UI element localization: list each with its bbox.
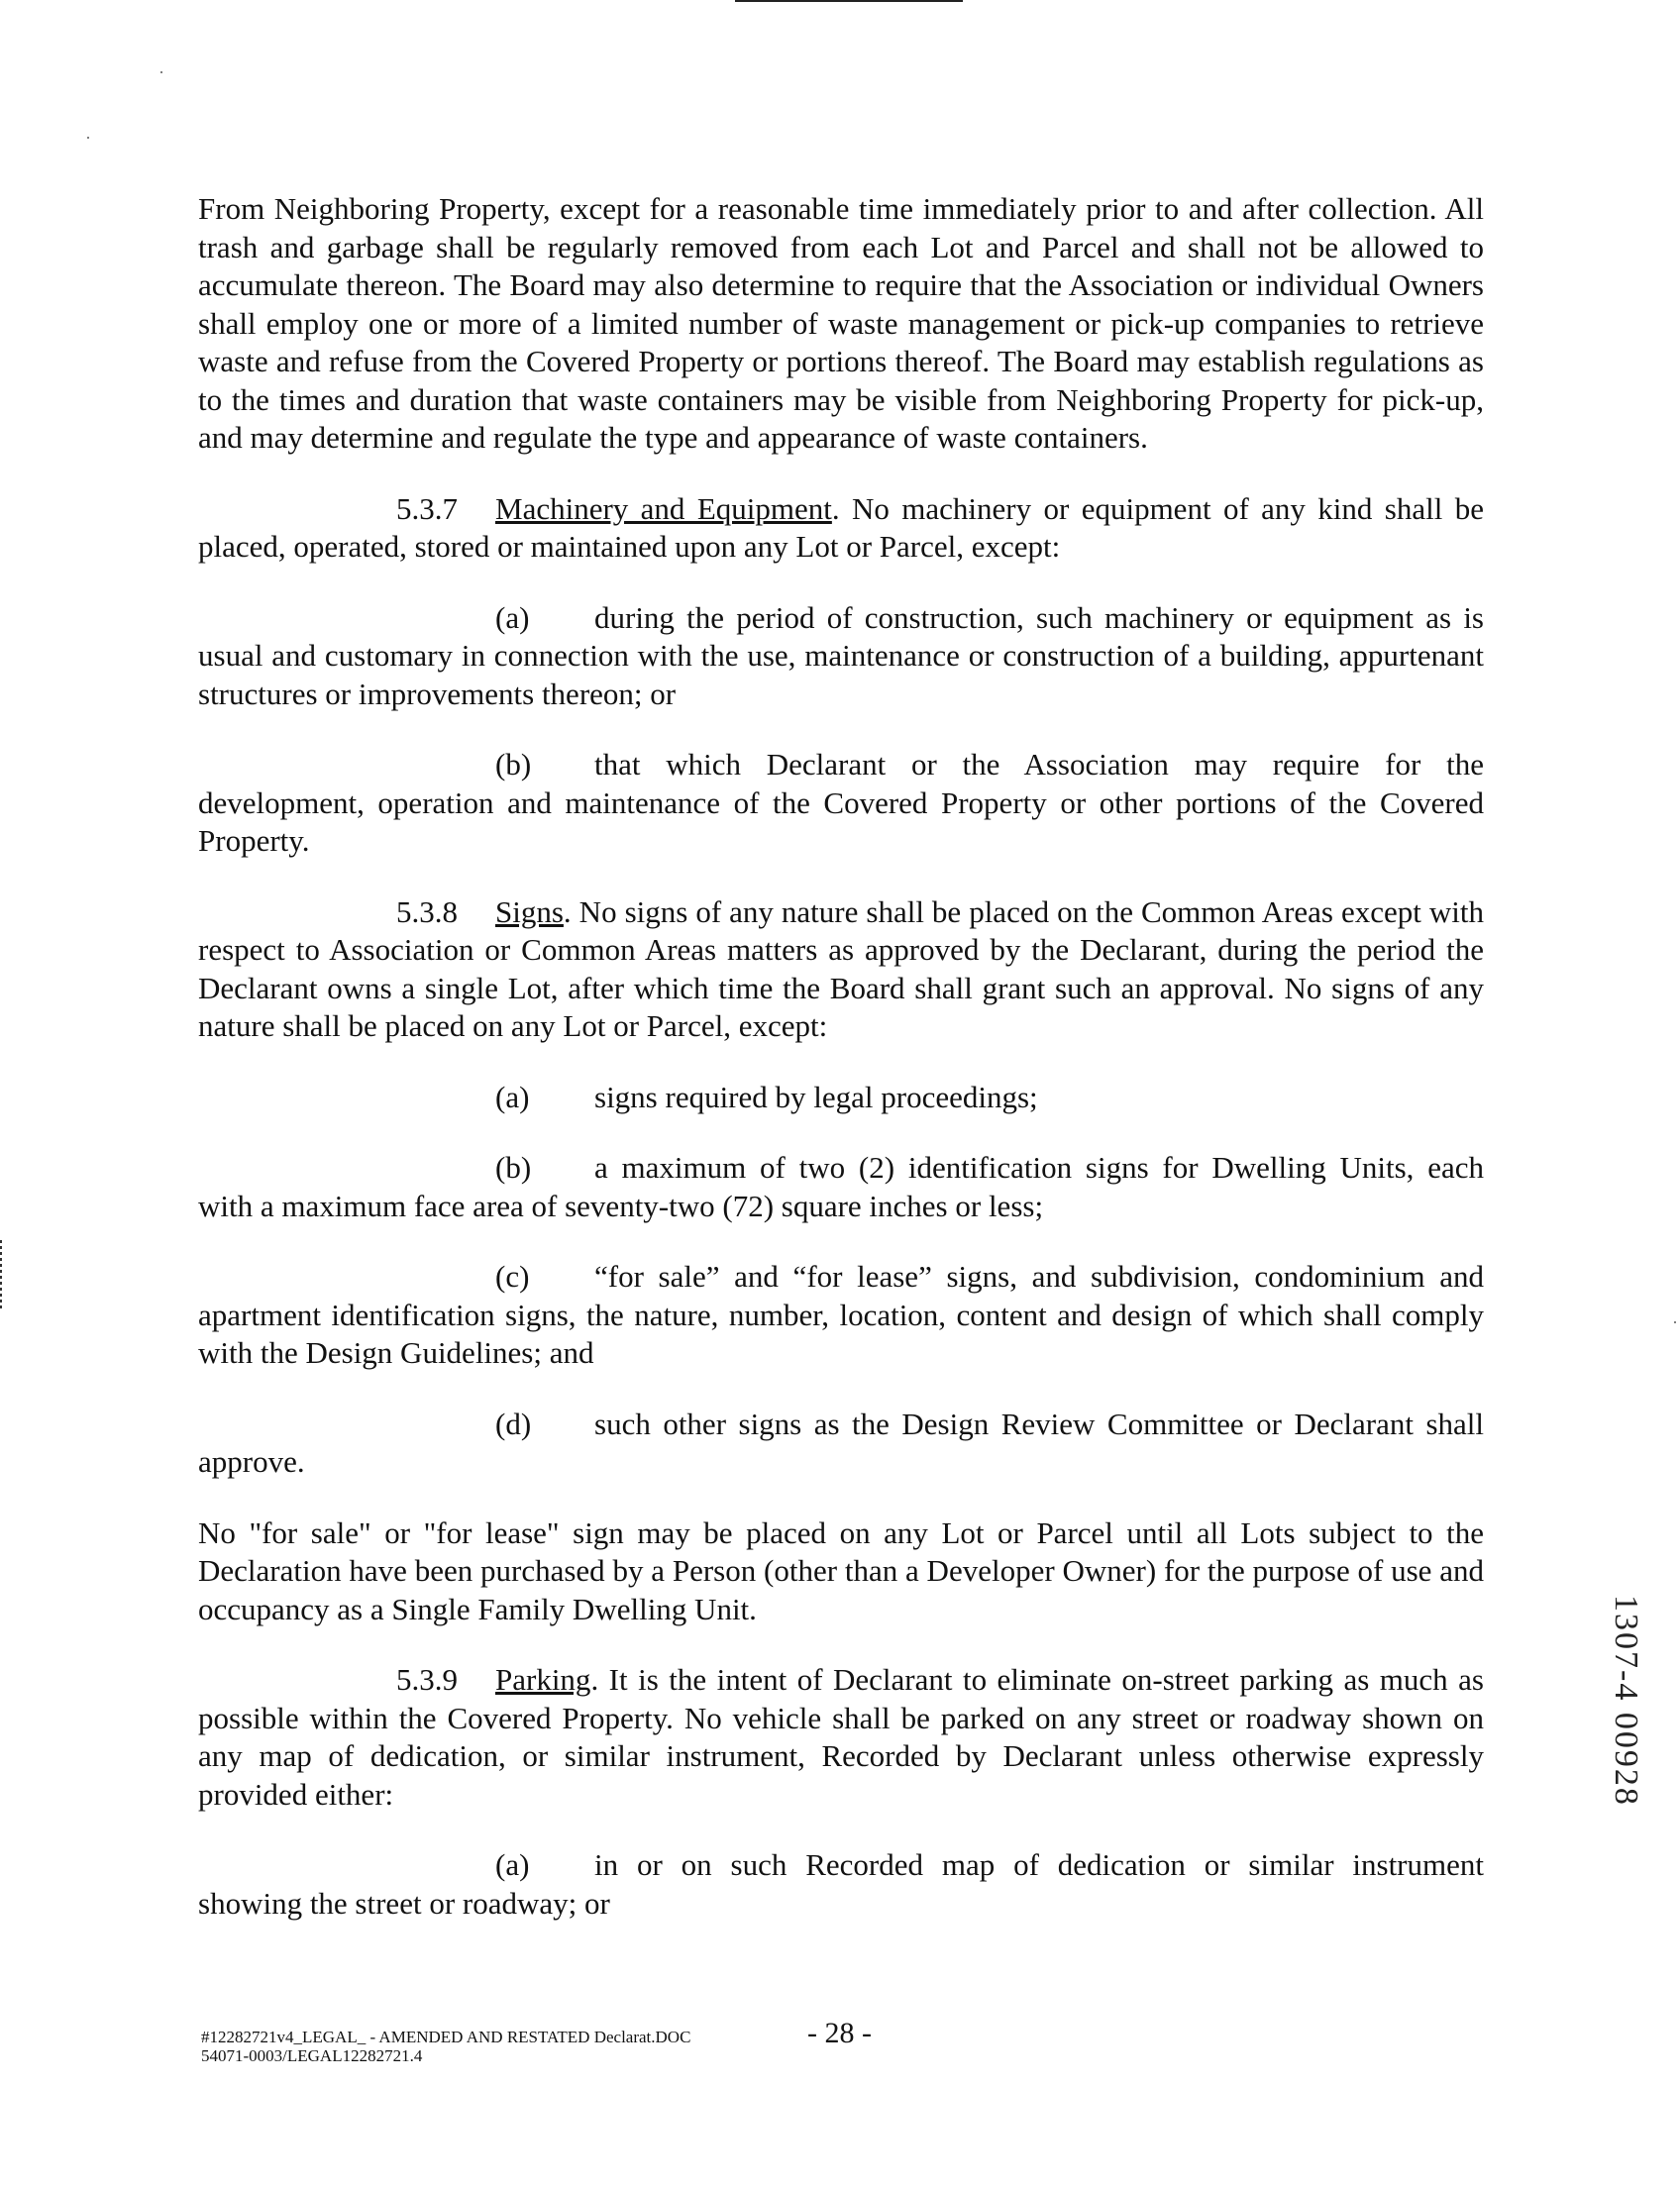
recording-stamp: 1307-4 00928 <box>1608 1595 1644 1807</box>
section-text: . No signs of any nature shall be placed on the Common Areas except with respect to Association or Common Areas matters as approved by the Declarant, during the period the Declarant owns a single Lot, after which time the Board shall grant such an approval. No signs of any nature shall be placed on any Lot or Parcel, except: <box>198 893 1484 1043</box>
list-item-label: (c) <box>495 1259 530 1294</box>
paragraph-text: No "for sale" or "for lease" sign may be placed on any Lot or Parcel until all Lots subject to the Declaration have been purchased by a Person (other than a Developer Owner) for the purpose of use and occupancy as a Single Family Dwelling Unit. <box>198 1514 1484 1626</box>
section-paragraph <box>198 1661 1484 1814</box>
list-item <box>198 1406 1484 1482</box>
list-item-label: (a) <box>495 599 530 635</box>
list-item <box>198 599 1484 714</box>
top-edge-rule <box>735 0 963 2</box>
scan-speck <box>1674 1321 1676 1323</box>
list-item-label: (b) <box>495 1150 532 1185</box>
document-reference <box>201 2028 690 2065</box>
section-number: 5.3.8 <box>396 893 458 929</box>
list-item <box>198 746 1484 861</box>
paragraph-text: From Neighboring Property, except for a reasonable time immediately prior to and after collection. All trash and garbage shall be regularly removed from each Lot and Parcel and shall not be allowed to accumulate thereon. The Board may also determine to require that the Association or individual Owners shall employ one or more of a limited number of waste management or pick-up companies to retrieve waste and refuse from the Covered Property or portions thereof. The Board may establish regulations as to the times and duration that waste containers may be visible from Neighboring Property for pick-up, and may determine and regulate the type and appearance of waste containers. <box>198 191 1484 455</box>
section-heading: Machinery and Equipment <box>495 490 832 526</box>
section-text: . No machinery or equipment of any kind shall be placed, operated, stored or maintained upon any Lot or Parcel, except: <box>198 490 1484 564</box>
list-item-text: in or on such Recorded map of dedication or similar instrument showing the street or roadway; or <box>198 1847 1484 1921</box>
section-heading: Parking <box>495 1662 591 1697</box>
page-number: - 28 - <box>807 2017 872 2049</box>
body-paragraph <box>198 190 1484 458</box>
list-item-text: during the period of construction, such machinery or equipment as is usual and customary in connection with the use, maintenance or construction of a building, appurtenant structures or improvements thereon; or <box>198 599 1484 711</box>
list-item <box>198 1149 1484 1225</box>
document-body <box>198 190 1484 1955</box>
scan-speck <box>160 71 162 73</box>
list-item-label: (a) <box>495 1847 530 1882</box>
list-item-label: (a) <box>495 1079 530 1114</box>
document-reference-line-2: 54071-0003/LEGAL12282721.4 <box>201 2046 423 2065</box>
list-item-text: that which Declarant or the Association may require for the development, operation and maintenance of the Covered Property or other portions of the Covered Property. <box>198 747 1484 858</box>
document-reference-line-1: #12282721v4_LEGAL_ - AMENDED AND RESTATED Declarat.DOC <box>201 2028 691 2046</box>
scan-edge-mark <box>0 1240 2 1309</box>
section-paragraph <box>198 893 1484 1046</box>
section-text: . It is the intent of Declarant to eliminate on-street parking as much as possible within the Covered Property. No vehicle shall be parked on any street or roadway shown on any map of dedication, or similar instrument, Recorded by Declarant unless otherwise expressly provided either: <box>198 1662 1484 1812</box>
list-item-text: signs required by legal proceedings; <box>594 1079 1038 1114</box>
list-item-text: a maximum of two (2) identification signs for Dwelling Units, each with a maximum face area of seventy-two (72) square inches or less; <box>198 1150 1484 1223</box>
list-item <box>198 1846 1484 1923</box>
section-heading: Signs <box>495 893 564 929</box>
list-item-label: (d) <box>495 1406 532 1441</box>
list-item <box>198 1079 1484 1117</box>
list-item-text: such other signs as the Design Review Committee or Declarant shall approve. <box>198 1406 1484 1479</box>
list-item-text: “for sale” and “for lease” signs, and subdivision, condominium and apartment identification signs, the nature, number, location, content and design of which shall comply with the Design Guidelines; and <box>198 1259 1484 1370</box>
scan-speck <box>87 137 89 139</box>
section-paragraph <box>198 490 1484 567</box>
body-paragraph <box>198 1514 1484 1629</box>
section-number: 5.3.9 <box>396 1662 458 1697</box>
list-item <box>198 1258 1484 1373</box>
list-item-label: (b) <box>495 747 532 782</box>
section-number: 5.3.7 <box>396 490 458 526</box>
